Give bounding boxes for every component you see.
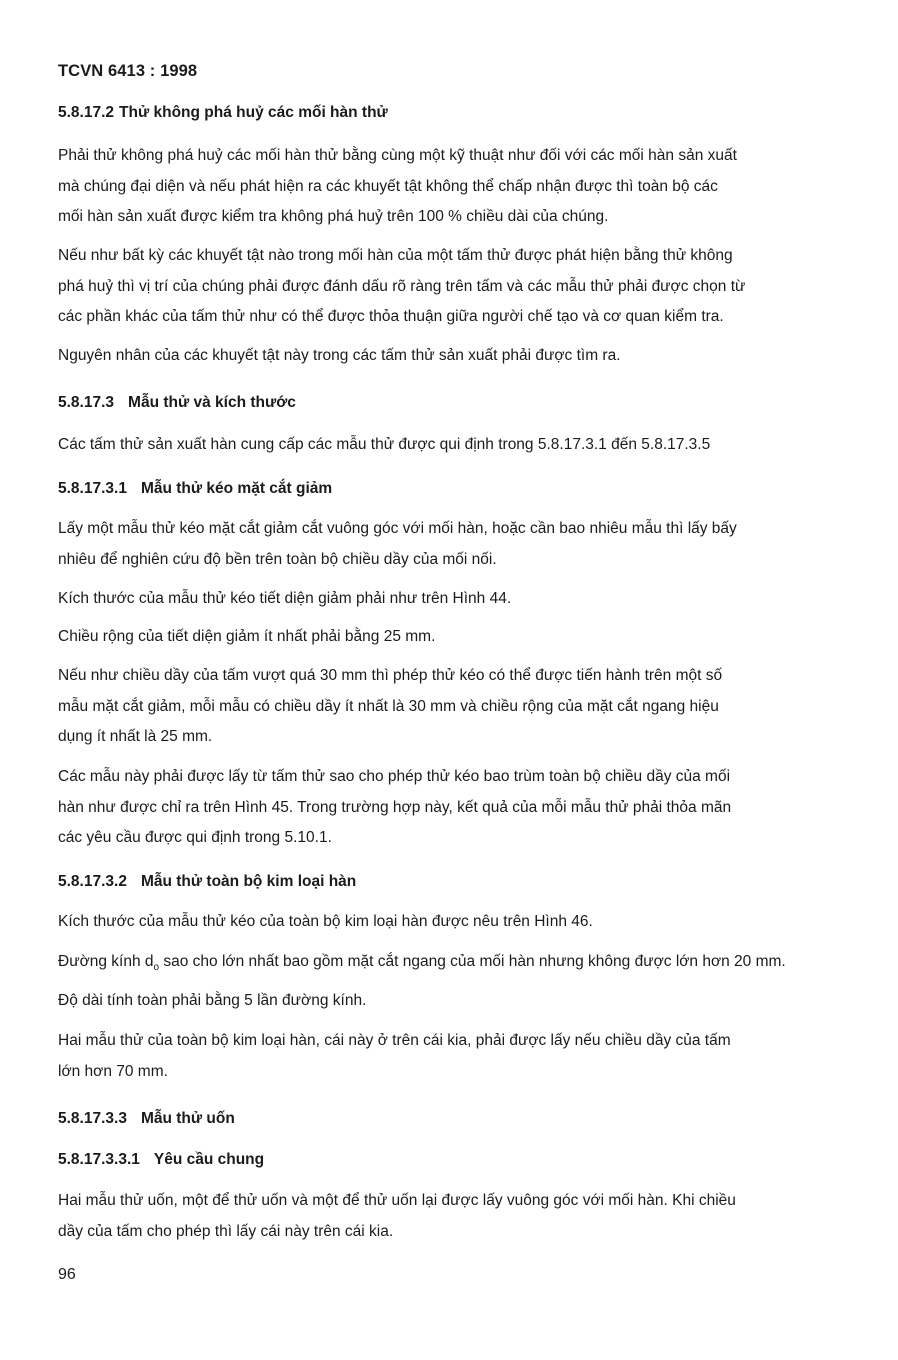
section-title: Mẫu thử toàn bộ kim loại hàn bbox=[140, 873, 357, 890]
section-number: 5.8.17.3.2 bbox=[58, 873, 127, 890]
section-title: Mẫu thử kéo mặt cắt giảm bbox=[140, 480, 333, 497]
section-number: 5.8.17.3 bbox=[58, 394, 115, 411]
heading-5-8-17-3-3-1 bbox=[58, 1151, 264, 1169]
paragraph: Nếu như bất kỳ các khuyết tật nào trong mối hàn của một tấm thử được phát hiện bằng thử không phá huỷ thì vị trí của chúng phải được đánh dấu rõ ràng trên tấm và các mẫu thử phải được chọn từ các phần khác của tấm thử như có thể được thỏa thuận giữa người chế tạo và cơ quan kiểm tra. bbox=[58, 247, 746, 325]
text: sao cho lớn nhất bao gồm mặt cắt ngang của mối hàn nhưng không được lớn hơn 20 mm. bbox=[159, 953, 786, 970]
paragraph: Phải thử không phá huỷ các mối hàn thử bằng cùng một kỹ thuật như đối với các mối hàn sản xuất mà chúng đại diện và nếu phát hiện ra các khuyết tật không thể chấp nhận được thì toàn bộ các mối hàn sản xuất được kiểm tra không phá huỷ trên 100 % chiều dài của chúng. bbox=[58, 147, 737, 225]
paragraph: Độ dài tính toàn phải bằng 5 lần đường kính. bbox=[58, 992, 367, 1009]
subscript: o bbox=[153, 962, 160, 974]
paragraph: Các tấm thử sản xuất hàn cung cấp các mẫu thử được qui định trong 5.8.17.3.1 đến 5.8.17.3.5 bbox=[58, 436, 711, 453]
section-title: Mẫu thử uốn bbox=[140, 1110, 235, 1127]
paragraph: Kích thước của mẫu thử kéo tiết diện giảm phải như trên Hình 44. bbox=[58, 590, 512, 607]
paragraph: Hai mẫu thử của toàn bộ kim loại hàn, cái này ở trên cái kia, phải được lấy nếu chiều dầy của tấm lớn hơn 70 mm. bbox=[58, 1032, 731, 1080]
heading-5-8-17-3-1 bbox=[58, 480, 332, 498]
paragraph: Nguyên nhân của các khuyết tật này trong các tấm thử sản xuất phải được tìm ra. bbox=[58, 347, 621, 364]
paragraph: Nếu như chiều dầy của tấm vượt quá 30 mm thì phép thử kéo có thể được tiến hành trên một số mẫu mặt cắt giảm, mỗi mẫu có chiều dầy ít nhất là 30 mm và chiều rộng của mặt cắt ngang hiệu dụng ít nhất là 25 mm. bbox=[58, 667, 723, 745]
section-title: Mẫu thử và kích thước bbox=[128, 394, 296, 411]
paragraph: Hai mẫu thử uốn, một để thử uốn và một để thử uốn lại được lấy vuông góc với mối hàn. Khi chiều dầy của tấm cho phép thì lấy cái này trên cái kia. bbox=[58, 1192, 736, 1240]
heading-5-8-17-3-2 bbox=[58, 873, 356, 891]
section-number: 5.8.17.2 bbox=[58, 104, 115, 121]
section-number: 5.8.17.3.3 bbox=[58, 1110, 127, 1127]
paragraph: Kích thước của mẫu thử kéo của toàn bộ kim loại hàn được nêu trên Hình 46. bbox=[58, 913, 593, 930]
paragraph: Các mẫu này phải được lấy từ tấm thử sao cho phép thử kéo bao trùm toàn bộ chiều dầy của mối hàn như được chỉ ra trên Hình 45. Trong trường hợp này, kết quả của mỗi mẫu thử phải thỏa mãn các yêu cầu được qui định trong 5.10.1. bbox=[58, 768, 732, 846]
section-number: 5.8.17.3.3.1 bbox=[58, 1151, 140, 1168]
heading-5-8-17-2 bbox=[58, 104, 388, 122]
paragraph: Lấy một mẫu thử kéo mặt cắt giảm cắt vuông góc với mối hàn, hoặc cần bao nhiêu mẫu thì lấy bấy nhiêu để nghiên cứu độ bền trên toàn bộ chiều dầy của mối nối. bbox=[58, 520, 737, 568]
heading-5-8-17-3-3 bbox=[58, 1110, 235, 1128]
text: Đường kính d bbox=[58, 953, 154, 970]
paragraph: Chiều rộng của tiết diện giảm ít nhất phải bằng 25 mm. bbox=[58, 628, 436, 645]
paragraph-diameter bbox=[58, 947, 848, 978]
heading-5-8-17-3 bbox=[58, 394, 296, 412]
section-title: Yêu cầu chung bbox=[153, 1151, 265, 1168]
section-number: 5.8.17.3.1 bbox=[58, 480, 127, 497]
page-number: 96 bbox=[58, 1266, 76, 1283]
section-title: Thử không phá huỷ các mối hàn thử bbox=[119, 104, 388, 121]
document-code: TCVN 6413 : 1998 bbox=[58, 62, 198, 80]
